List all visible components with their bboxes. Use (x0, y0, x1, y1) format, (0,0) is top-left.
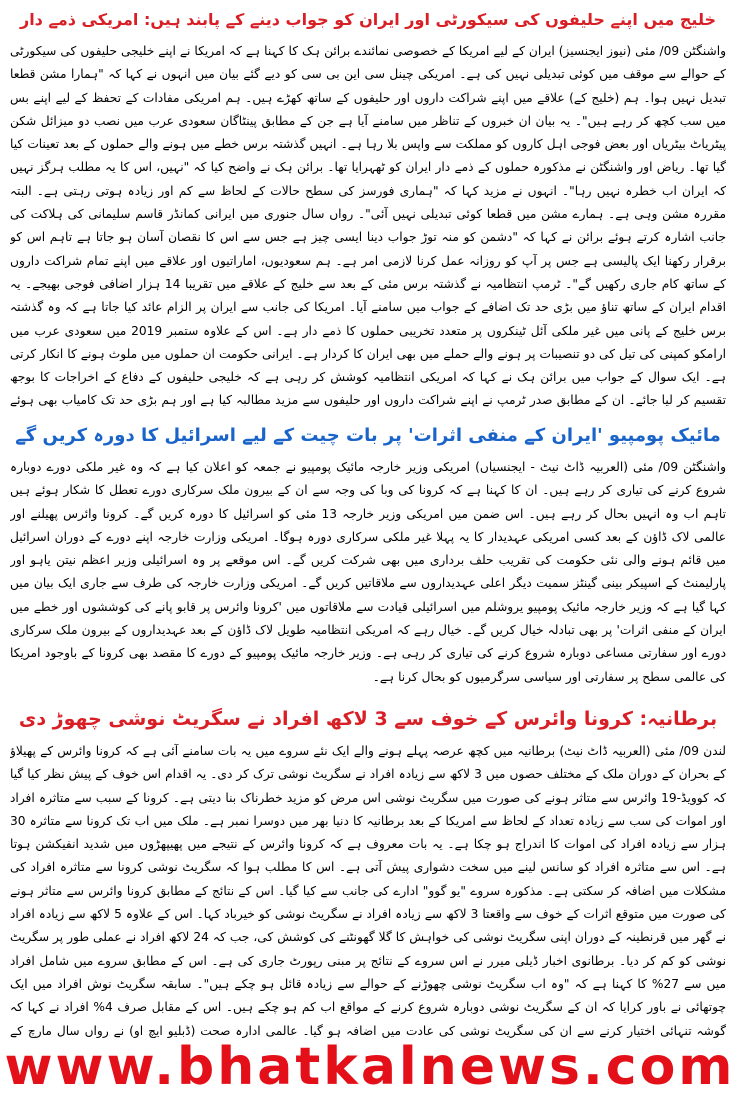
article-body: واشنگٹن 09/ مئی (نیوز ایجنسیز) ایران کے لیے امریکا کے خصوصی نمائندے برائن ہک کا کہنا ہے کہ امریکا نے اپنے خلیجی حلیفوں کی سیکورٹی کے حوالے سے موقف میں کوئی تبدیلی نہیں کی ہے۔ امریکی چینل سی این بی سی کو دیے گئے بیان میں انہوں نے کہا کہ "ہمارا مشن قطعا تبدیل نہیں ہوا۔ ہم (خلیج کے) علاقے میں اپنے شراکت داروں اور حلیفوں کے ساتھ کھڑے ہیں۔ ہم امریکی مفادات کے تحفظ کے لیے اپنے بس میں سب کچھ کر رہے ہیں"۔ یہ بیان ان خبروں کے تناظر میں سامنے آیا ہے جن کے مطابق پینٹاگان سعودی عرب میں نصب دو میزائل شکن پیٹریاٹ بیٹریاں اور بعض فوجی اہل کاروں کو مملکت سے واپس بلا رہا ہے۔ انہیں گذشتہ برس خطے میں ہونے والے حملوں کے بعد تعینات کیا گیا تھا۔ ریاض اور واشنگٹن نے مذکورہ حملوں کے ذمے دار ایران کو ٹھہرایا تھا۔ برائن ہک نے واضح کیا کہ "نہیں، اس کا یہ مطلب ہرگز نہیں کہ ایران اب خطرہ نہیں رہا"۔ انہوں نے مزید کہا کہ "ہماری فورسز کی سطح حالات کے لحاظ سے کم اور زیادہ ہوتی رہتی ہے۔ البتہ مقررہ مشن وہی ہے۔ ہمارے مشن میں قطعا کوئی تبدیلی نہیں آئی"۔ رواں سال جنوری میں ایرانی کمانڈر قاسم سلیمانی کی ہلاکت کی جانب اشارہ کرتے ہوئے برائن نے کہا کہ "دشمن کو منہ توڑ جواب دینا ایسی چیز ہے جس سے اس کا نقصان آسان ہو جاتا ہے تاہم اس کو برقرار رکھنا ایک پالیسی ہے جس پر آپ کو روزانہ عمل کرنا لازمی امر ہے۔ ہم سعودیوں، اماراتیوں اور علاقے میں اپنے تمام شراکت داروں کے ساتھ کام جاری رکھیں گے"۔ ٹرمپ انتظامیہ نے گذشتہ برس مئی کے بعد سے خلیج کے علاقے میں تقریبا 14 ہزار اضافی فوجی بھیجے۔ یہ اقدام ایران کے ساتھ تناؤ میں بڑی حد تک اضافے کے جواب میں سامنے آیا۔ امریکا کی جانب سے ایران پر الزام عائد کیا جاتا ہے کہ وہ گذشتہ برس خلیج کے پانی میں غیر ملکی آئل ٹینکروں پر متعدد تخریبی حملوں کا ذمے دار ہے۔ اس کے علاوہ ستمبر 2019 میں سعودی عرب میں ارامکو کمپنی کی تیل کی دو تنصیبات پر ہونے والے حملے میں بھی ایران کا کردار ہے۔ ایرانی حکومت ان حملوں میں ملوث ہونے کا انکار کرتی ہے۔ ایک سوال کے جواب میں برائن ہک نے کہا کہ امریکی انتظامیہ کوشش کر رہی ہے کہ خلیجی حلیفوں کے دفاع کے اخراجات کا بوجھ تقسیم کر لیا جائے۔ ان کے مطابق صدر ٹرمپ نے اپنے شراکت داروں اور حلیفوں سے مزید مطالبہ کیا ہے اور ہم بڑی حد تک کامیاب بھی ہوئے (10, 44, 726, 408)
article-pompeo-israel (0, 416, 740, 688)
article-headline: برطانیہ: کرونا وائرس کے خوف سے 3 لاکھ افراد نے سگریٹ نوشی چھوڑ دی (18, 708, 718, 730)
article-headline: مائیک پومپیو 'ایران کے منفی اثرات' پر بات چیت کے لیے اسرائیل کا دورہ کریں گے (15, 425, 721, 446)
article-body: لندن 09/ مئی (العربیہ ڈاٹ نیٹ) برطانیہ میں کچھ عرصہ پہلے ہونے والے ایک نئے سروے میں یہ بات سامنے آئی ہے کہ کرونا وائرس کے پھیلاؤ کے بحران کے دوران ملک کے مختلف حصوں میں 3 لاکھ سے زیادہ افراد نے سگریٹ نوشی ترک کر دی۔ یہ اقدام اس خوف کے پیش نظر کیا گیا کہ کوویڈ-19 وائرس سے متاثر ہونے کی صورت میں سگریٹ نوشی اس مرض کو مزید خطرناک بنا دیتی ہے۔ کرونا کے سبب سے متاثرہ افراد اور اموات کی سب سے زیادہ تعداد کے لحاظ سے امریکا کے بعد برطانیہ کا دنیا بھر میں دوسرا نمبر ہے۔ ملک میں اب تک کرونا سے متاثرہ 30 ہزار سے زیادہ افراد کی اموات کا اندراج ہو چکا ہے۔ یہ بات معروف ہے کہ کرونا وائرس کے نتیجے میں پھیپھڑوں میں شدید انفیکشن ہوتا ہے۔ اس سے متاثرہ افراد کو سانس لینے میں سخت دشواری پیش آتی ہے۔ اس کا مطلب ہوا کہ سگریٹ نوشی کرونا سے متاثرہ افراد کی مشکلات میں اضافہ کر سکتی ہے۔ مذکورہ سروے "یو گوو" ادارے کی جانب سے کیا گیا۔ اس کے نتائج کے مطابق کرونا وائرس سے متاثر ہونے کی صورت میں متوقع اثرات کے خوف سے واقعتا 3 لاکھ سے زیادہ افراد نے سگریٹ نوشی کو خیرباد کہا۔ اس کے علاوہ 5 لاکھ سے زیادہ افراد نے گھر میں قرنطینہ کے دوران اپنی سگریٹ نوشی کی خواہش کا گلا گھونٹنے کی کوشش کی، جب کہ 24 لاکھ افراد نے عملی طور پر سگریٹ نوشی کو کم کر دیا۔ برطانوی اخبار ڈیلی میرر نے اس سروے کے نتائج پر مبنی رپورٹ جاری کی ہے۔ اس کے مطابق سروے میں شامل افراد میں سے 27% کا کہنا ہے کہ "وہ اب سگریٹ نوشی چھوڑنے کے حوالے سے زیادہ قائل ہو چکے ہیں"۔ سابقہ سگریٹ نوش افراد میں ایک چوتھائی نے باور کرایا کہ ان کے سگریٹ نوشی دوبارہ شروع کرنے کے مواقع اب کم ہو چکے ہیں۔ اس کے مقابل صرف 4% افراد نے کہا کہ گوشہ تنہائی اختیار کرنے سے ان کی سگریٹ نوشی کی عادت میں اضافہ ہو گیا۔ عالمی ادارہ صحت (ڈبلیو ایچ او) نے رواں سال مارچ کے (10, 744, 726, 1038)
article-headline: خلیج میں اپنے حلیفوں کی سیکورٹی اور ایران کو جواب دینے کے پابند ہیں: امریکی ذمے دار (19, 10, 716, 29)
site-url-footer: www.bhatkalnews.com (4, 1037, 736, 1097)
article-uk-smoking (0, 698, 740, 1040)
article-gulf-allies (0, 0, 740, 408)
article-body: واشنگٹن 09/ مئی (العربیہ ڈاٹ نیٹ - ایجنسیاں) امریکی وزیر خارجہ مائیک پومپیو نے جمعہ کو اعلان کیا ہے کہ وہ غیر ملکی دورے دوبارہ شروع کرنے کی تیاری کر رہے ہیں۔ ان کا کہنا ہے کہ کرونا کی وبا کی وجہ سے ان کے بیرون ملک سرکاری دورے تعطل کا شکار ہوئے ہیں تاہم اب وہ انہیں بحال کر رہے ہیں۔ اس ضمن میں امریکی وزیر خارجہ 13 مئی کو اسرائیل کا دورہ کریں گے۔ کرونا وائرس پھیلنے اور عالمی لاک ڈاؤن کے بعد کسی امریکی عہدیدار کا یہ پہلا غیر ملکی سرکاری دورہ ہوگا۔ امریکی وزارت خارجہ اپنے دورے کے دوران اسرائیل میں قائم ہونے والی نئی حکومت کی تقریب حلف برداری میں بھی شرکت کریں گے۔ اس موقعے پر وہ اسرائیلی وزیر اعظم نیتن یاہو اور پارلیمنٹ کے اسپیکر بینی گینٹز سمیت دیگر اعلی عہدیداروں سے ملاقاتیں کریں گے۔ امریکی وزارت خارجہ کی طرف سے جاری ایک بیان میں کہا گیا ہے کہ وزیر خارجہ مائیک پومپیو یروشلم میں اسرائیلی قیادت سے ملاقاتوں میں 'کرونا وائرس پر قابو پانے کی کوششوں اور خطے میں ایران کے منفی اثرات' پر بھی تبادلہ خیال کریں گے۔ خیال رہے کہ امریکی انتظامیہ طویل لاک ڈاؤن کے بعد عہدیداروں کے بیرون ملک سرکاری دورے اور سفارتی مساعی دوبارہ شروع کرنے کی تیاری کر رہی ہے۔ وزیر خارجہ مائیک پومپیو کے دورے کا مقصد بھی کرونا کے باوجود امریکا کی عالمی سطح پر سفارتی اور سیاسی سرگرمیوں کو بحال کرنا ہے۔ (10, 460, 726, 684)
